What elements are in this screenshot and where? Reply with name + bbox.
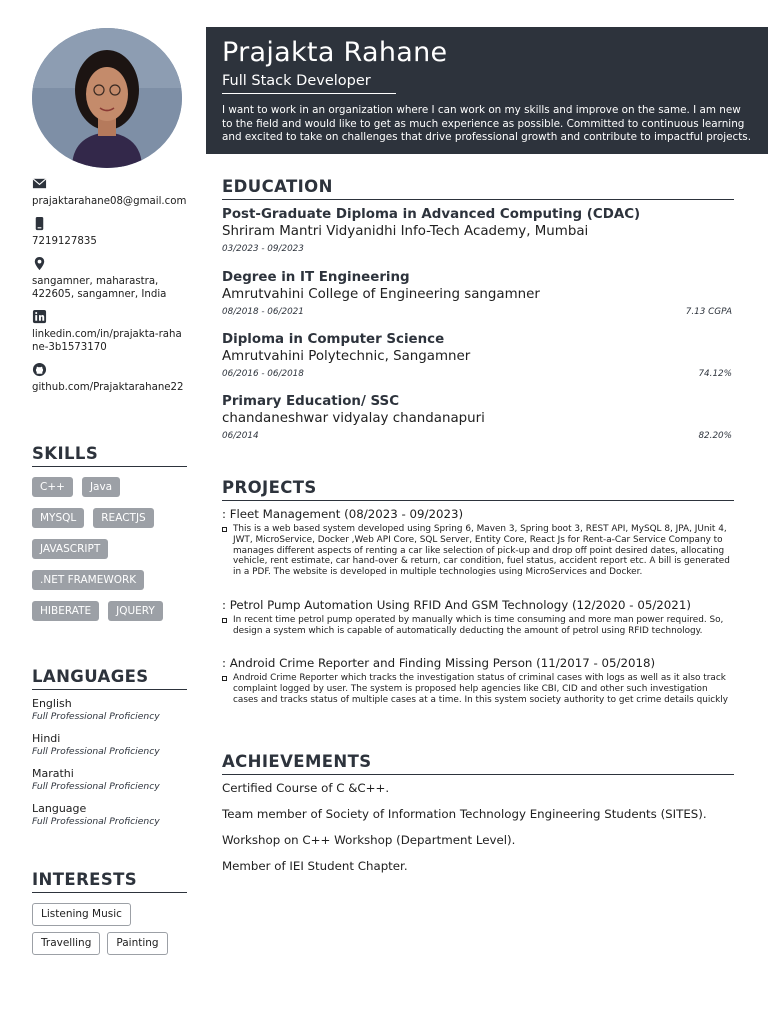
achievement-item: Certified Course of C &C++. [222, 781, 390, 795]
education-school: Amrutvahini College of Engineering sangamner [222, 287, 540, 302]
skill-tag: Java [82, 477, 120, 497]
skills-list [32, 477, 192, 632]
profile-photo [32, 28, 182, 168]
profile-photo-illustration [32, 28, 182, 168]
education-item [222, 331, 732, 380]
education-item [222, 206, 732, 255]
achievement-item: Member of IEI Student Chapter. [222, 859, 408, 873]
achievement-item: Workshop on C++ Workshop (Department Level). [222, 833, 516, 847]
language-level: Full Professional Proficiency [32, 816, 160, 827]
language-item [32, 767, 192, 793]
project-description: Android Crime Reporter which tracks the investigation status of criminal cases with logs as well as it also track complaint logged by user. The system is proposed help agencies like CBI, CID and other such investigation cases and tracks status of multiple cases at a time. In this system society authority to get crime details quickly [233, 673, 729, 705]
languages-list [32, 697, 192, 837]
education-dates: 06/2016 - 06/2018 [222, 369, 304, 379]
github-text[interactable]: github.com/Prajaktarahane22 [32, 382, 184, 393]
skill-tag: MYSQL [32, 508, 84, 528]
language-item [32, 732, 192, 758]
language-level: Full Professional Proficiency [32, 781, 160, 792]
contact-email[interactable] [32, 176, 188, 208]
person-name: Prajakta Rahane [222, 37, 448, 68]
project-item [222, 598, 734, 637]
phone-text[interactable]: 7219127835 [32, 236, 97, 247]
education-school: chandaneshwar vidyalay chandanapuri [222, 411, 485, 426]
language-name: Language [32, 802, 87, 815]
education-score: 74.12% [698, 369, 732, 379]
bullet-icon [222, 676, 227, 681]
achievements-list [222, 781, 734, 885]
skill-tag: JQUERY [108, 601, 163, 621]
projects-heading: PROJECTS [222, 478, 734, 501]
address-text: sangamner, maharastra, 422605, sangamner, India [32, 276, 167, 300]
header-banner [206, 27, 768, 154]
education-item [222, 269, 732, 318]
skill-tag: .NET FRAMEWORK [32, 570, 144, 590]
person-role: Full Stack Developer [222, 72, 396, 94]
envelope-icon [32, 176, 48, 192]
education-degree: Post-Graduate Diploma in Advanced Computing (CDAC) [222, 207, 641, 222]
language-item [32, 802, 192, 828]
skill-tag: HIBERATE [32, 601, 99, 621]
language-level: Full Professional Proficiency [32, 711, 160, 722]
interest-tag: Listening Music [32, 903, 131, 926]
project-item [222, 656, 734, 705]
education-degree: Diploma in Computer Science [222, 332, 445, 347]
education-dates: 06/2014 [222, 431, 259, 441]
linkedin-text[interactable]: linkedin.com/in/prajakta-rahane-3b1573170 [32, 329, 182, 353]
interests-heading: INTERESTS [32, 870, 187, 893]
contact-linkedin[interactable] [32, 309, 188, 354]
language-item [32, 697, 192, 723]
project-item [222, 507, 734, 578]
education-heading: EDUCATION [222, 177, 734, 200]
language-name: Hindi [32, 732, 61, 745]
person-summary: I want to work in an organization where I can work on my skills and improve on the same. I am new to the field and would like to get as much experience as possible. Committed to continuous learning and excited to take on challenges that drive professional growth and contribute to impactful projects. [222, 104, 751, 144]
education-degree: Degree in IT Engineering [222, 270, 410, 285]
phone-icon [32, 216, 48, 232]
bullet-icon [222, 618, 227, 623]
location-pin-icon [32, 256, 48, 272]
languages-heading: LANGUAGES [32, 667, 187, 690]
email-text[interactable]: prajaktarahane08@gmail.com [32, 196, 187, 207]
language-name: Marathi [32, 767, 74, 780]
education-degree: Primary Education/ SSC [222, 394, 400, 409]
education-dates: 08/2018 - 06/2021 [222, 307, 304, 317]
skill-tag: REACTJS [93, 508, 153, 528]
bullet-icon [222, 527, 227, 532]
achievements-heading: ACHIEVEMENTS [222, 752, 734, 775]
achievement-item: Team member of Society of Information Technology Engineering Students (SITES). [222, 807, 707, 821]
education-school: Shriram Mantri Vidyanidhi Info-Tech Academy, Mumbai [222, 224, 589, 239]
github-icon [32, 362, 48, 378]
contact-phone[interactable] [32, 216, 188, 248]
sidebar [0, 0, 206, 1024]
skills-heading: SKILLS [32, 444, 187, 467]
skill-tag: C++ [32, 477, 73, 497]
interests-list [32, 903, 192, 961]
contact-list [32, 176, 188, 402]
linkedin-icon [32, 309, 48, 325]
project-description: In recent time petrol pump operated by manually which is time consuming and more man power required. So, design a system which is capable of automatically deducting the amount of petrol using RFID technology. [233, 615, 724, 636]
language-name: English [32, 697, 72, 710]
contact-github[interactable] [32, 362, 188, 394]
education-score: 7.13 CGPA [685, 307, 732, 317]
project-description: This is a web based system developed using Spring 6, Maven 3, Spring boot 3, REST API, MySQL 8, JPA, JUnit 4, JWT, MicroService, Docker ,Web API Core, SQL Server, Entity Core, React Js for Rent-a-Car Service Company to manages different aspects of renting a car like selection of pick-up and drop off point desired dates, allocating vehicle, rent estimate, car hand-over & return, car condition, fuel status, accident report etc. A bill is generated in a PDF. The website is developed in multiple technologies using MicroServices and Docker. [233, 524, 730, 578]
language-level: Full Professional Proficiency [32, 746, 160, 757]
project-title: : Petrol Pump Automation Using RFID And GSM Technology (12/2020 - 05/2021) [222, 598, 691, 612]
contact-address [32, 256, 188, 301]
education-score: 82.20% [698, 431, 732, 441]
project-title: : Android Crime Reporter and Finding Missing Person (11/2017 - 05/2018) [222, 656, 656, 670]
education-item [222, 393, 732, 442]
interest-tag: Travelling [32, 932, 100, 955]
interest-tag: Painting [107, 932, 167, 955]
project-title: : Fleet Management (08/2023 - 09/2023) [222, 507, 464, 521]
skill-tag: JAVASCRIPT [32, 539, 108, 559]
education-school: Amrutvahini Polytechnic, Sangamner [222, 349, 471, 364]
education-dates: 03/2023 - 09/2023 [222, 244, 304, 254]
